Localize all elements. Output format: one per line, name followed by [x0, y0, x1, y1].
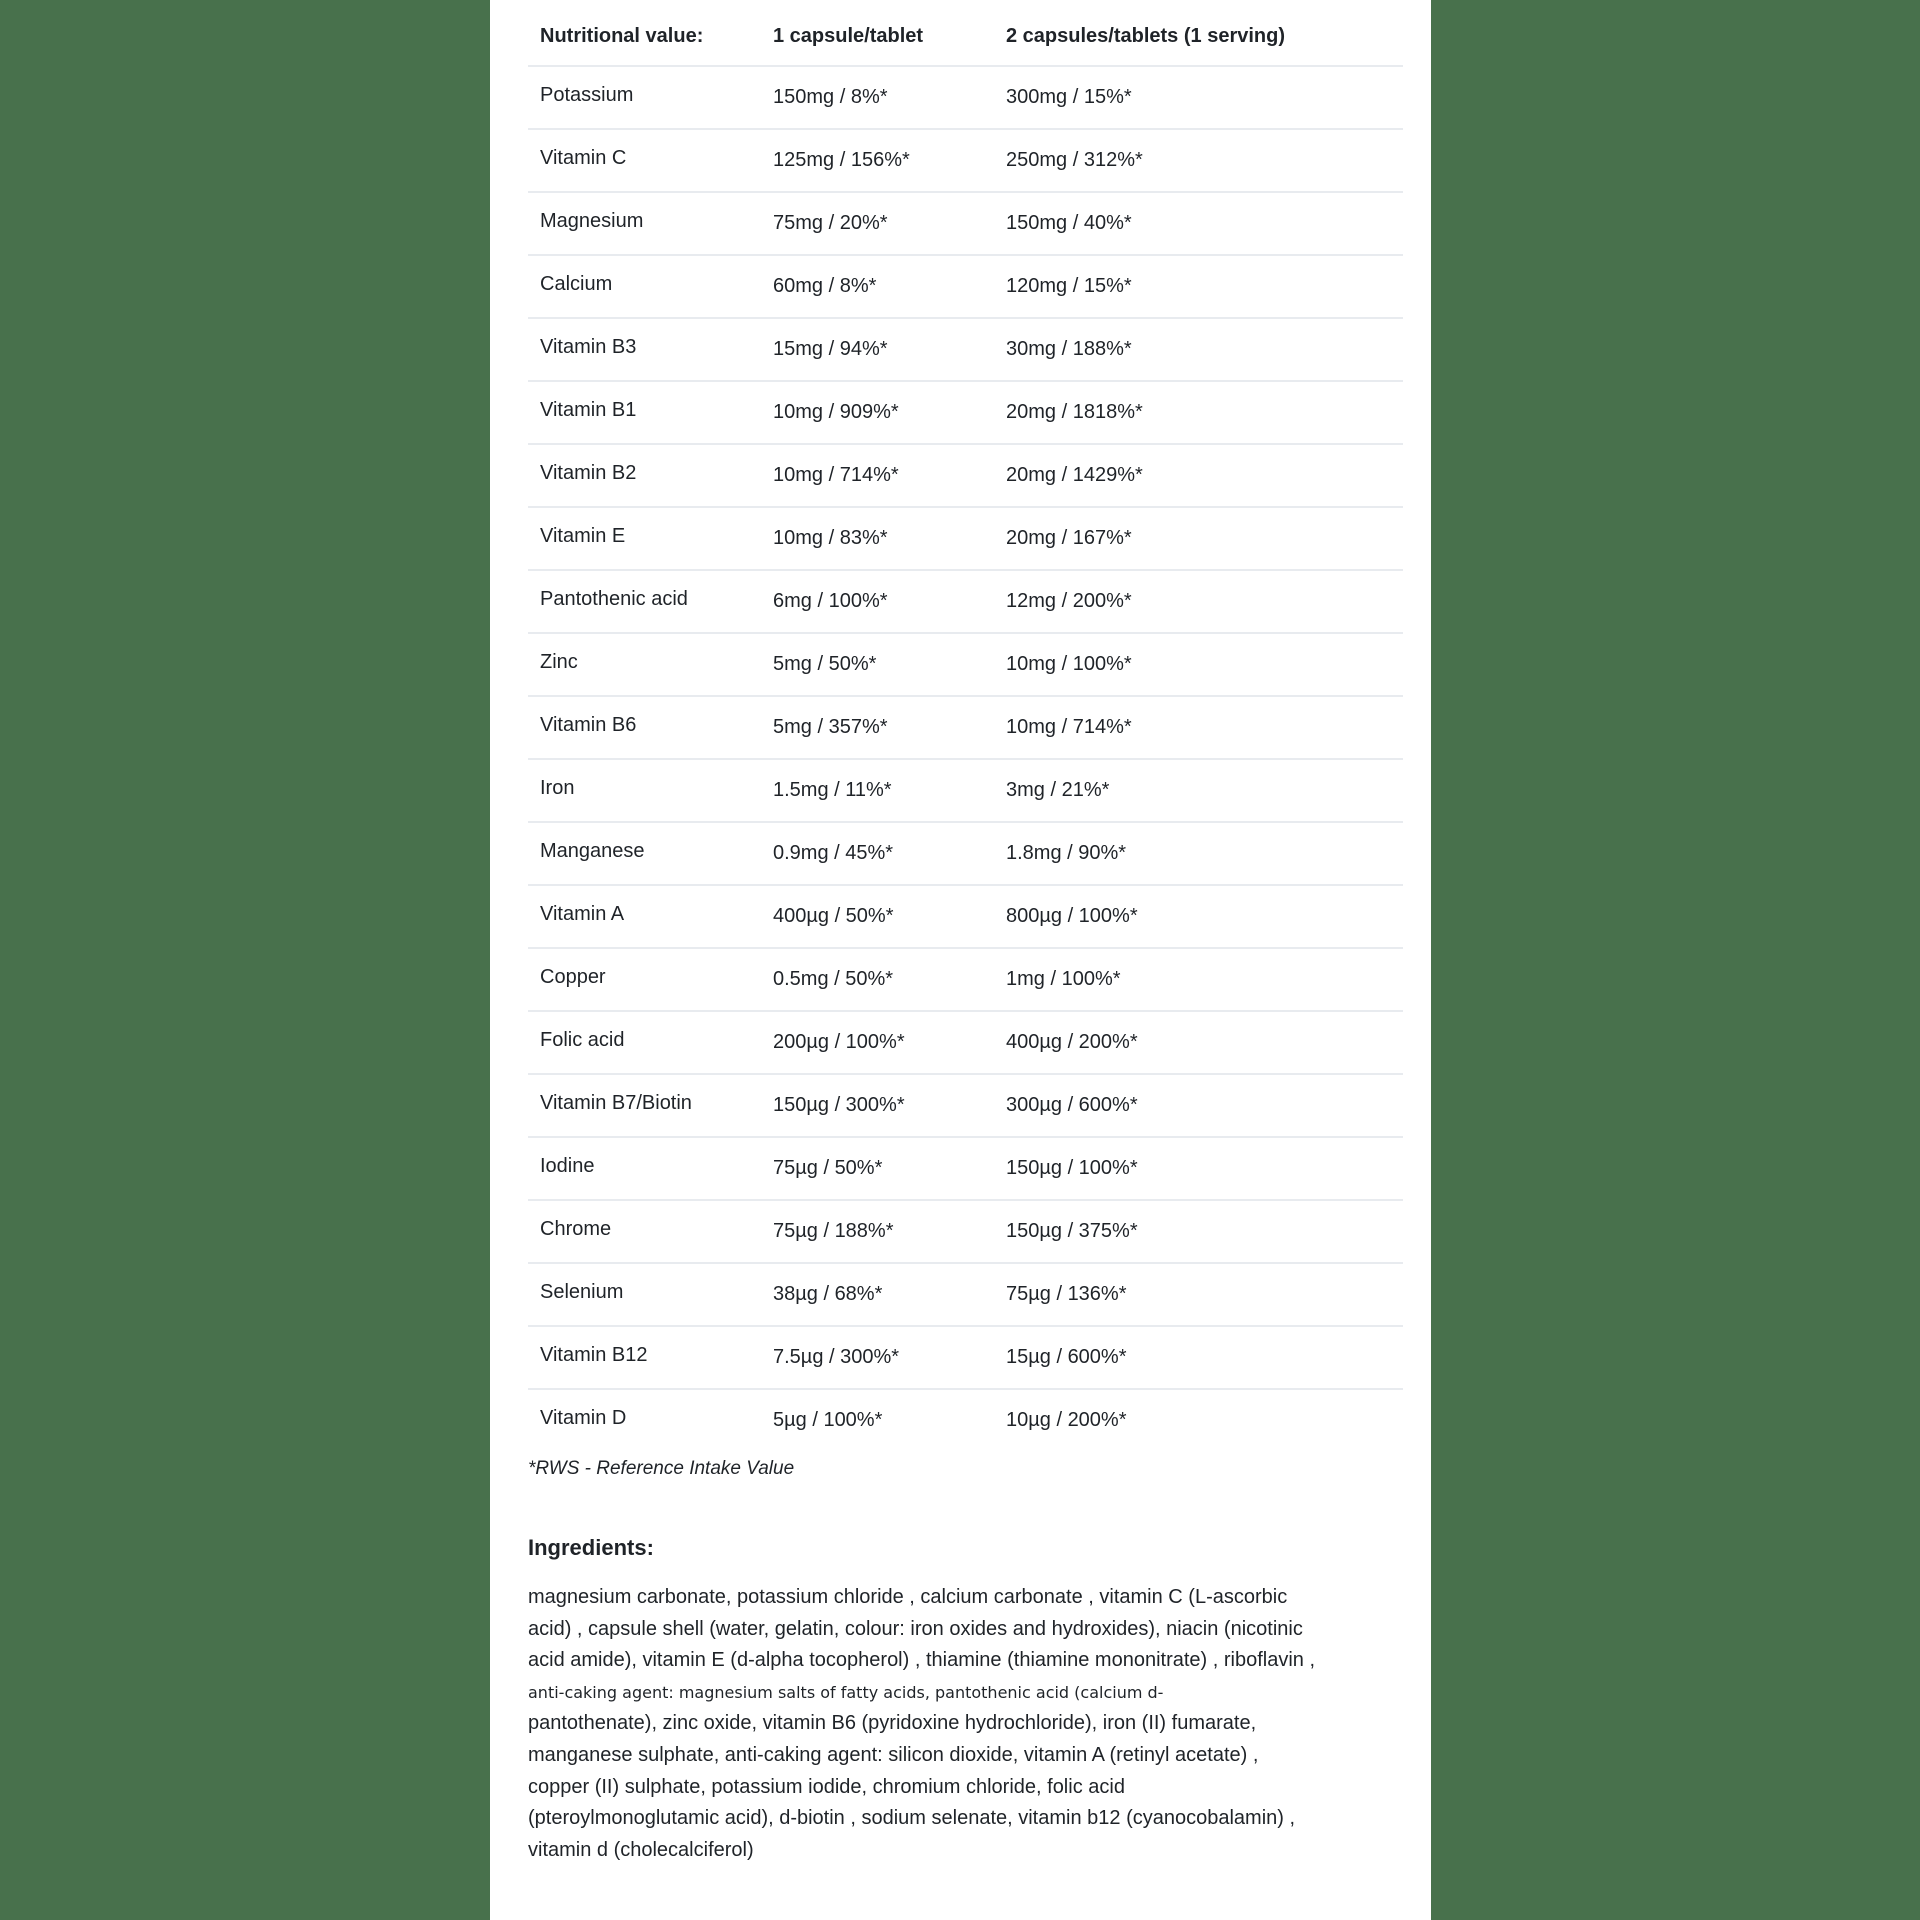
table-row	[528, 760, 1403, 823]
nutrient-name: Folic acid	[540, 1029, 625, 1051]
value-2-capsules: 250mg / 312%*	[1006, 149, 1143, 171]
value-1-capsule: 10mg / 83%*	[773, 527, 888, 549]
table-row	[528, 571, 1403, 634]
value-1-capsule: 5mg / 50%*	[773, 653, 877, 675]
table-row	[528, 1264, 1403, 1327]
table-row	[528, 1201, 1403, 1264]
value-1-capsule: 0.9mg / 45%*	[773, 842, 894, 864]
value-2-capsules: 1mg / 100%*	[1006, 968, 1121, 990]
value-2-capsules: 12mg / 200%*	[1006, 590, 1132, 612]
value-2-capsules: 800µg / 100%*	[1006, 905, 1138, 927]
nutrient-name: Vitamin B2	[540, 462, 637, 484]
ingredients-text	[528, 1582, 1408, 1866]
table-row	[528, 1012, 1403, 1075]
nutrient-name: Pantothenic acid	[540, 588, 688, 610]
value-1-capsule: 0.5mg / 50%*	[773, 968, 894, 990]
nutrient-name: Vitamin C	[540, 147, 627, 169]
nutrient-name: Chrome	[540, 1218, 612, 1240]
value-1-capsule: 150mg / 8%*	[773, 86, 888, 108]
table-row	[528, 193, 1403, 256]
value-2-capsules: 120mg / 15%*	[1006, 275, 1132, 297]
table-row	[528, 949, 1403, 1012]
value-2-capsules: 75µg / 136%*	[1006, 1283, 1127, 1305]
value-2-capsules: 15µg / 600%*	[1006, 1346, 1127, 1368]
nutrient-name: Vitamin B1	[540, 399, 637, 421]
value-2-capsules: 30mg / 188%*	[1006, 338, 1132, 360]
table-row	[528, 256, 1403, 319]
value-1-capsule: 400µg / 50%*	[773, 905, 894, 927]
nutrient-name: Copper	[540, 966, 606, 988]
table-row	[528, 697, 1403, 760]
value-1-capsule: 5mg / 357%*	[773, 716, 888, 738]
value-1-capsule: 6mg / 100%*	[773, 590, 888, 612]
value-2-capsules: 20mg / 1818%*	[1006, 401, 1143, 423]
value-2-capsules: 3mg / 21%*	[1006, 779, 1110, 801]
nutrient-name: Vitamin B7/Biotin	[540, 1092, 692, 1114]
nutrient-name: Vitamin B12	[540, 1344, 648, 1366]
ingredients-line: pantothenate), zinc oxide, vitamin B6 (pyridoxine hydrochloride), iron (II) fumarate,	[528, 1712, 1257, 1735]
value-1-capsule: 60mg / 8%*	[773, 275, 877, 297]
value-2-capsules: 10mg / 100%*	[1006, 653, 1132, 675]
nutrient-name: Vitamin B6	[540, 714, 637, 736]
table-row	[528, 1390, 1403, 1451]
value-1-capsule: 15mg / 94%*	[773, 338, 888, 360]
nutrient-name: Vitamin B3	[540, 336, 637, 358]
table-row	[528, 1327, 1403, 1390]
header-nutritional-value: Nutritional value:	[540, 25, 704, 47]
nutrient-name: Zinc	[540, 651, 578, 673]
header-1-capsule: 1 capsule/tablet	[773, 25, 924, 47]
value-1-capsule: 75mg / 20%*	[773, 212, 888, 234]
value-1-capsule: 75µg / 50%*	[773, 1157, 883, 1179]
value-1-capsule: 38µg / 68%*	[773, 1283, 883, 1305]
value-2-capsules: 300µg / 600%*	[1006, 1094, 1138, 1116]
value-2-capsules: 150µg / 375%*	[1006, 1220, 1138, 1242]
nutrient-name: Vitamin D	[540, 1407, 627, 1429]
nutrient-name: Magnesium	[540, 210, 644, 232]
value-1-capsule: 7.5µg / 300%*	[773, 1346, 900, 1368]
value-2-capsules: 1.8mg / 90%*	[1006, 842, 1127, 864]
value-2-capsules: 150µg / 100%*	[1006, 1157, 1138, 1179]
ingredients-line: vitamin d (cholecalciferol)	[528, 1838, 754, 1861]
content-panel	[490, 0, 1431, 1920]
header-2-capsules: 2 capsules/tablets (1 serving)	[1006, 25, 1286, 47]
ingredients-line: anti-caking agent: magnesium salts of fatty acids, pantothenic acid (calcium d-	[528, 1682, 1164, 1702]
value-1-capsule: 125mg / 156%*	[773, 149, 910, 171]
value-1-capsule: 5µg / 100%*	[773, 1409, 883, 1431]
table-row	[528, 130, 1403, 193]
nutrient-name: Iodine	[540, 1155, 595, 1177]
table-row	[528, 1138, 1403, 1201]
table-row	[528, 445, 1403, 508]
ingredients-line: magnesium carbonate, potassium chloride , calcium carbonate , vitamin C (L-ascorbic	[528, 1586, 1288, 1608]
value-1-capsule: 150µg / 300%*	[773, 1094, 905, 1116]
table-row	[528, 67, 1403, 130]
nutrient-name: Selenium	[540, 1281, 624, 1303]
value-2-capsules: 20mg / 1429%*	[1006, 464, 1143, 486]
value-2-capsules: 300mg / 15%*	[1006, 86, 1132, 108]
table-row	[528, 886, 1403, 949]
ingredients-line: (pteroylmonoglutamic acid), d-biotin , sodium selenate, vitamin b12 (cyanocobalamin) ,	[528, 1807, 1296, 1830]
ingredients-title: Ingredients:	[528, 1535, 654, 1560]
table-row	[528, 823, 1403, 886]
nutrient-name: Manganese	[540, 840, 645, 862]
ingredients-line: acid amide), vitamin E (d-alpha tocopherol) , thiamine (thiamine mononitrate) , riboflavin ,	[528, 1649, 1316, 1672]
value-1-capsule: 1.5mg / 11%*	[773, 779, 892, 801]
nutrient-name: Potassium	[540, 84, 634, 106]
value-2-capsules: 400µg / 200%*	[1006, 1031, 1138, 1053]
value-1-capsule: 200µg / 100%*	[773, 1031, 905, 1053]
nutrient-name: Vitamin E	[540, 525, 626, 547]
table-row	[528, 382, 1403, 445]
nutrient-name: Calcium	[540, 273, 613, 295]
table-row	[528, 634, 1403, 697]
value-1-capsule: 10mg / 714%*	[773, 464, 899, 486]
ingredients-line: acid) , capsule shell (water, gelatin, colour: iron oxides and hydroxides), niacin (nicotinic	[528, 1617, 1303, 1640]
table-row	[528, 1075, 1403, 1138]
table-row	[528, 508, 1403, 571]
value-2-capsules: 150mg / 40%*	[1006, 212, 1132, 234]
value-2-capsules: 20mg / 167%*	[1006, 527, 1132, 549]
nutrient-name: Iron	[540, 777, 575, 799]
nutrient-name: Vitamin A	[540, 903, 625, 925]
value-2-capsules: 10mg / 714%*	[1006, 716, 1132, 738]
value-2-capsules: 10µg / 200%*	[1006, 1409, 1127, 1431]
ingredients-line: manganese sulphate, anti-caking agent: silicon dioxide, vitamin A (retinyl acetate) ,	[528, 1743, 1259, 1766]
footnote: *RWS - Reference Intake Value	[528, 1458, 795, 1479]
value-1-capsule: 10mg / 909%*	[773, 401, 899, 423]
table-header-row	[528, 0, 1403, 67]
nutrition-table	[528, 0, 1403, 1451]
table-row	[528, 319, 1403, 382]
value-1-capsule: 75µg / 188%*	[773, 1220, 894, 1242]
ingredients-line: copper (II) sulphate, potassium iodide, chromium chloride, folic acid	[528, 1775, 1125, 1798]
